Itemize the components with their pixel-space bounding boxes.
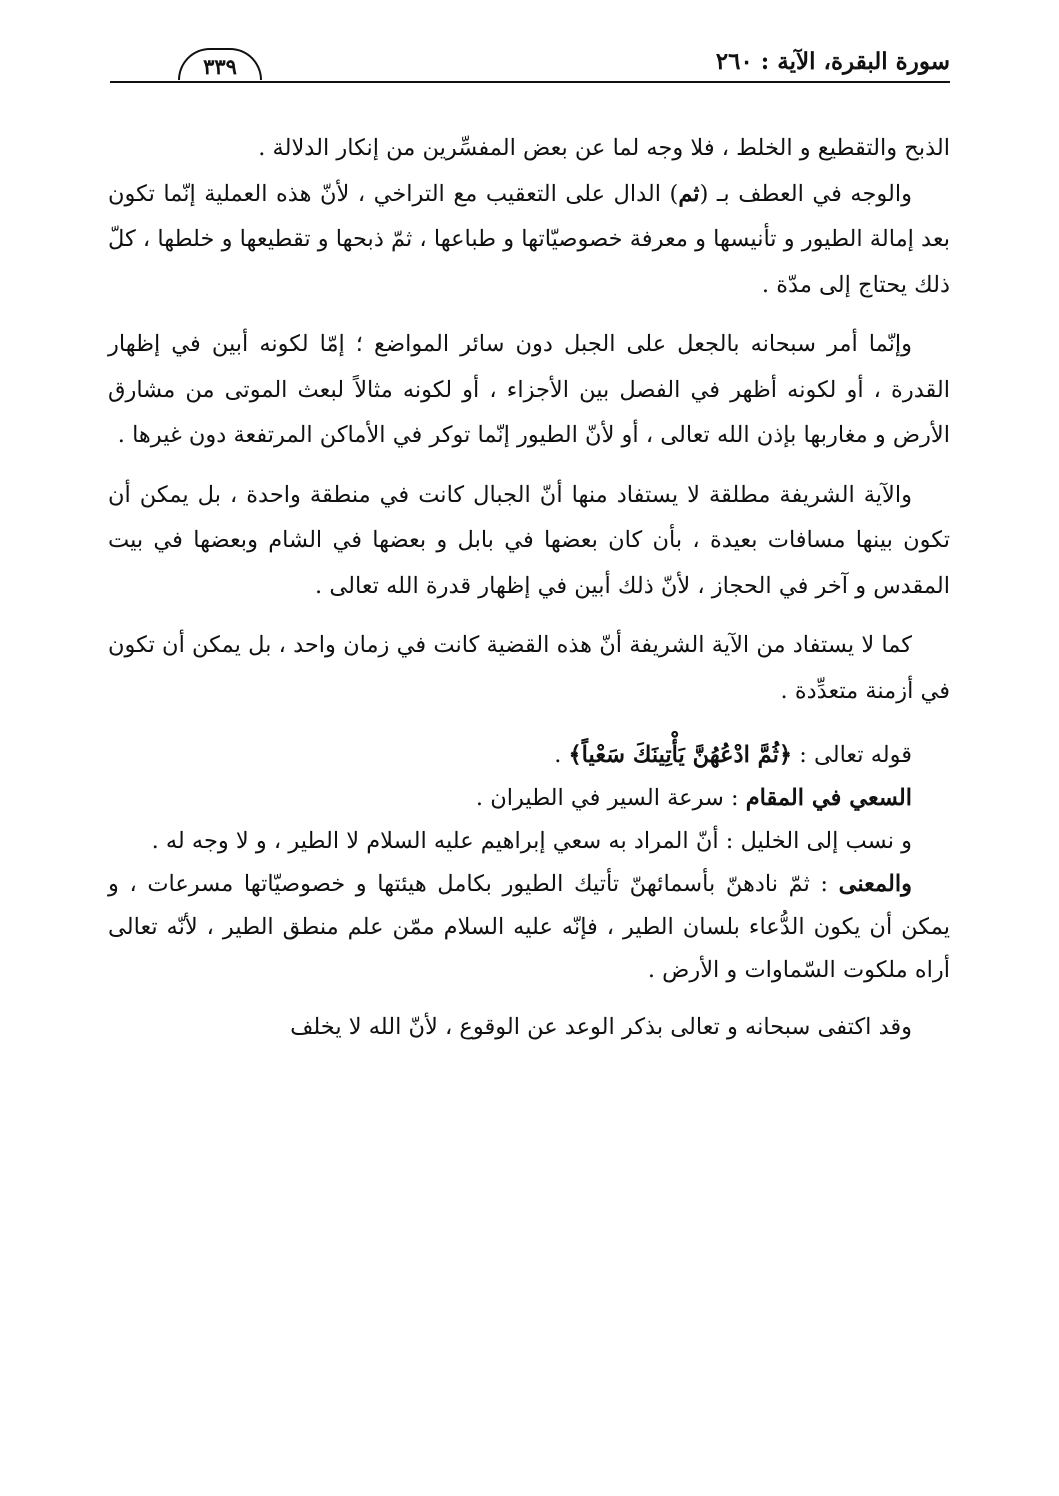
- term-label: السعي في المقام: [745, 785, 912, 811]
- thumma-word: ثم: [678, 180, 700, 207]
- paragraph-2-start: والوجه في العطف بـ (: [699, 180, 912, 207]
- paragraph-3: وإنّما أمر سبحانه بالجعل على الجبل دون سائر المواضع ؛ إمّا لكونه أبين في إظهار القدرة ، أو لكونه أظهر في الفصل بين الأجزاء ، أو لكونه مثالاً لبعث الموتى من مشارق الأرض و مغاربها بإذن الله تعالى ، أو لأنّ الطيور إنّما توكر في الأماكن المرتفعة دون غيرها .: [108, 331, 950, 448]
- meaning-text: : ثمّ نادهنّ بأسمائهنّ تأتيك الطيور بكامل هيئتها و خصوصيّاتها مسرعات ، و يمكن أن يكون الدُّعاء بلسان الطير ، فإنّه عليه السلام ممّن علم منطق الطير ، لأنّه تعالى أراه ملكوت السّماوات و الأرض .: [108, 871, 950, 983]
- page-number: ٣٣٩: [178, 48, 262, 80]
- term-definition: [108, 777, 950, 820]
- meaning-paragraph: [108, 863, 950, 992]
- paragraph-1: الذبح والتقطيع و الخلط ، فلا وجه لما عن بعض المفسِّرين من إنكار الدلالة .: [258, 135, 950, 161]
- verse-line: [108, 734, 950, 777]
- paragraph-4: والآية الشريفة مطلقة لا يستفاد منها أنّ الجبال كانت في منطقة واحدة ، بل يمكن أن تكون بينها مسافات بعيدة ، بأن كان بعضها في بابل و بعضها في الشام وبعضها في بيت المقدس و آخر في الحجاز ، لأنّ ذلك أبين في إظهار قدرة الله تعالى .: [108, 481, 950, 599]
- verse-intro-end: .: [554, 742, 569, 768]
- paragraph-5: كما لا يستفاد من الآية الشريفة أنّ هذه القضية كانت في زمان واحد ، بل يمكن أن تكون في أزمنة متعدِّدة .: [108, 632, 950, 704]
- running-title: سورة البقرة، الآية : ٢٦٠: [715, 48, 950, 75]
- paragraph-2: [108, 172, 950, 309]
- page-header: [110, 40, 950, 90]
- body-text: [108, 126, 950, 1049]
- attribution-line: و نسب إلى الخليل : أنّ المراد به سعي إبراهيم عليه السلام لا الطير ، و لا وجه له .: [151, 828, 912, 854]
- quran-verse: ﴿ثُمَّ ادْعُهُنَّ يَأْتِينَكَ سَعْياً﴾: [568, 742, 793, 768]
- verse-section: [108, 734, 950, 1049]
- meaning-label: والمعنى: [838, 871, 912, 897]
- paragraph-2-rest: ) الدال على التعقيب مع التراخي ، لأنّ هذه العملية إنّما تكون بعد إمالة الطيور و تأنيسها و معرفة خصوصيّاتها و طباعها ، ثمّ ذبحها و تقطيعها و خلطها ، كلّ ذلك يحتاج إلى مدّة .: [108, 180, 950, 298]
- verse-intro: قوله تعالى :: [792, 742, 912, 768]
- last-line: وقد اكتفى سبحانه و تعالى بذكر الوعد عن الوقوع ، لأنّ الله لا يخلف: [290, 1014, 912, 1040]
- term-text: : سرعة السير في الطيران .: [475, 785, 746, 811]
